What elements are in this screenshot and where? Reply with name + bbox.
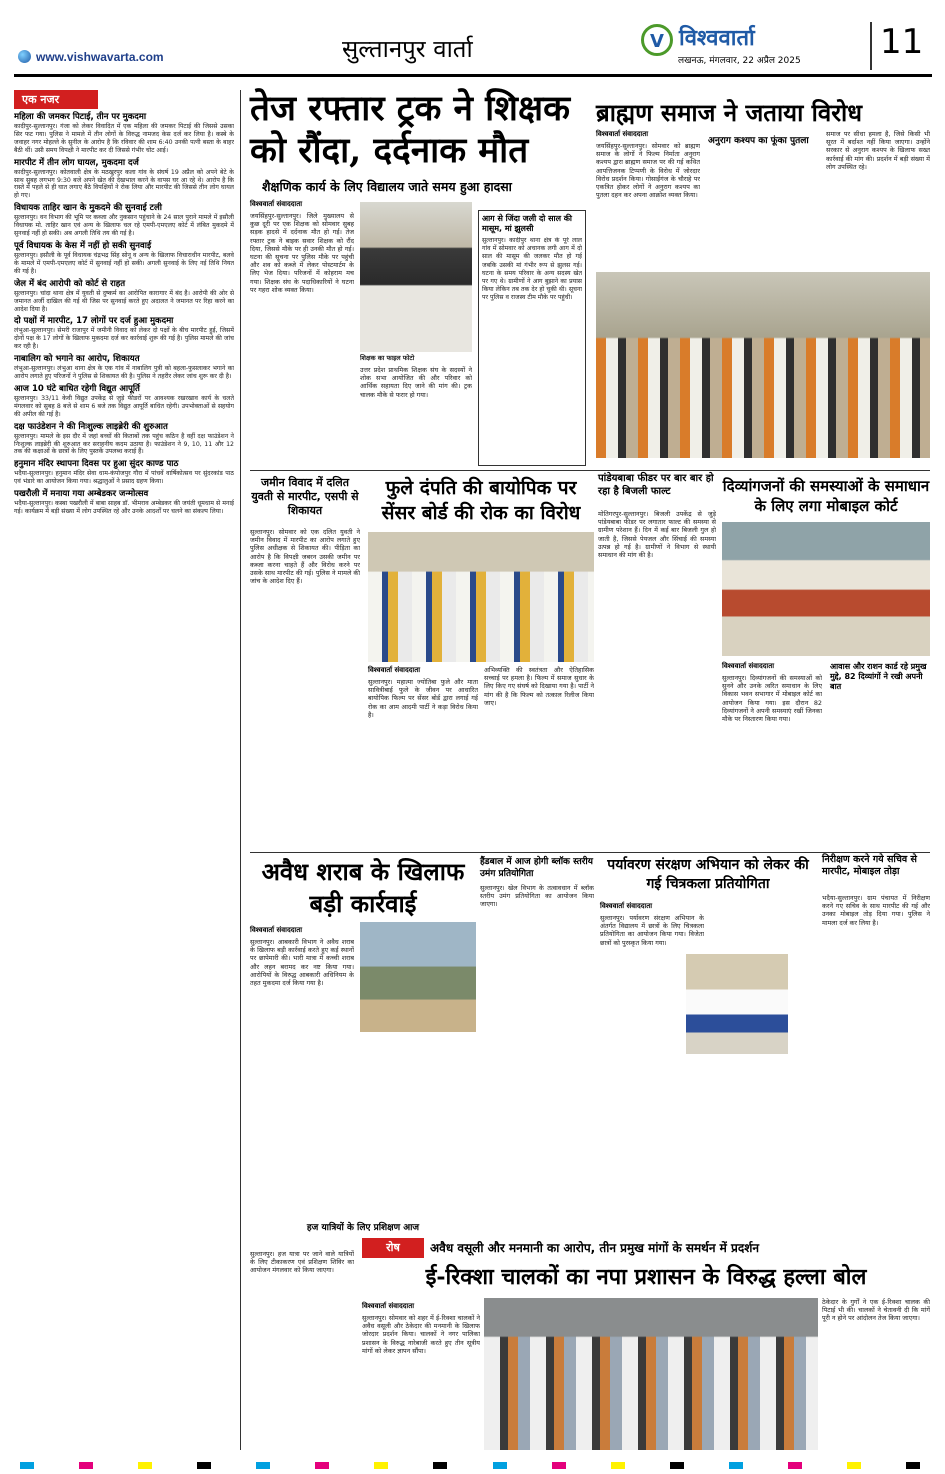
rosh-headline: ई-रिक्शा चालकों का नपा प्रशासन के विरुद्ध हल्ला बोल xyxy=(425,1264,867,1290)
brief-body: भदैया-सुल्तानपुर। हनुमान मंदिर सेवा धाम-कंपोजपुर गौरा में पांचवें वार्षिकोत्सव पर सुंदरकांड पाठ एवं भंडारे का आयोजन किया गया। श्रद्धालुओं ने प्रसाद ग्रहण किया। xyxy=(14,470,234,486)
phule-protest-photo xyxy=(368,532,594,662)
brahmin-inset-text: अनुराग कश्यप का फूंका पुतला xyxy=(708,136,809,146)
lead-byline: विश्ववार्ता संवाददाता xyxy=(250,200,303,208)
nirikshan-body: भदैया-सुल्तानपुर। ग्राम पंचायत में निरीक्षण करने गए सचिव के साथ मारपीट की गई और उनका मोबाइल तोड़ दिया गया। पुलिस ने मामला दर्ज कर लिया है। xyxy=(822,894,930,927)
brief-body: सुल्तानपुर। चांदा थाना क्षेत्र में युवती से दुष्कर्म का आरोपित कारागार में बंद है। आरोपी की ओर से जमानत अर्जी दाखिल की गई थी जिस पर सुनवाई करते हुए अदालत ने जमानत पर रिहा करने का आदेश दिया है। xyxy=(14,289,234,313)
haj-headline: हज यात्रियों के लिए प्रशिक्षण आज xyxy=(306,1223,420,1233)
fire-headline: आग से जिंदा जली दो साल की मासूम, मां झुलसी xyxy=(482,214,572,233)
brief-headline: नाबालिग को भगाने का आरोप, शिकायत xyxy=(14,354,140,365)
haj-body: सुल्तानपुर। हज यात्रा पर जाने वाले यात्रियों के लिए टीकाकरण एवं प्रशिक्षण शिविर का आयोजन मंगलवार को किया जाएगा। xyxy=(250,1250,354,1275)
block-headline: हैंडबाल में आज होगी ब्लॉक स्तरीय उमंग प्रतियोगिता xyxy=(480,857,593,879)
sharab-raid-photo xyxy=(360,922,476,1032)
phule-headline: फुले दंपति की बायोपिक पर सेंसर बोर्ड की रोक का विरोध xyxy=(381,477,581,524)
brief-body: सुल्तानपुर। 33/11 केवी विद्युत उपकेंद्र से जुड़े फीडरों पर आवश्यक रखरखाव कार्य के चलते मंगलवार को सुबह 8 बजे से शाम 6 बजे तक विद्युत आपूर्ति बाधित रहेगी। उपभोक्ताओं से सहयोग की अपील की गई है। xyxy=(14,394,234,418)
drawing-competition-photo xyxy=(686,954,788,1054)
globe-icon xyxy=(18,50,31,63)
fire-story-box xyxy=(478,210,586,466)
brief-headline: दक्ष फाउंडेशन ने की निःशुल्क लाइब्रेरी की शुरुआत xyxy=(14,421,168,432)
divyang-byline: विश्ववार्ता संवाददाता xyxy=(722,662,775,670)
brahmin-body: जयसिंहपुर-सुल्तानपुर। सोमवार को ब्राह्मण समाज के लोगों ने फिल्म निर्माता अनुराग कश्यप द्वारा ब्राह्मण समाज पर की गई कथित आपत्तिजनक टिप्पणी के विरोध में जोरदार विरोध प्रदर्शन किया। गोसाईंगंज के चौराहे पर एकत्रित होकर लोगों ने अनुराग कश्यप का पुतला दहन कर अपना आक्रोश व्यक्त किया। xyxy=(596,142,700,200)
lead-body: जयसिंहपुर-सुल्तानपुर। जिले मुख्यालय से कुछ दूरी पर एक शिक्षक को सोमवार सुबह सड़क हादसे में दर्दनाक मौत हो गई। तेज रफ्तार ट्रक ने बाइक सवार शिक्षक को रौंद दिया, जिससे मौके पर ही उनकी मौत हो गई। घटना की सूचना पर पुलिस मौके पर पहुंची और शव को कब्जे में लेकर पोस्टमार्टम के लिए भेज दिया। परिजनों में कोहराम मच गया। शिक्षक संघ के पदाधिकारियों ने घटना पर गहरा शोक व्यक्त किया। xyxy=(250,212,354,294)
teacher-photo xyxy=(360,202,472,352)
sharab-headline: अवैध शराब के खिलाफ बड़ी कार्रवाई xyxy=(261,857,465,918)
ek-nazar-column xyxy=(14,90,234,1452)
brand-name: विश्ववार्ता xyxy=(679,25,755,51)
power-body: मोतिगरपुर-सुल्तानपुर। बिजली उपकेंद्र से जुड़े पांडेयबाबा फीडर पर लगातार फाल्ट की समस्या से ग्रामीण परेशान हैं। दिन में कई बार बिजली गुल हो जाती है, जिससे पेयजल और सिंचाई की समस्या उत्पन्न हो गई है। ग्रामीणों ने विभाग से स्थायी समाधान की मांग की है। xyxy=(598,510,716,560)
lead-headline: तेज रफ्तार ट्रक ने शिक्षक को रौंदा, दर्दनाक मौत xyxy=(250,88,570,171)
header xyxy=(0,0,945,78)
brahmin-protest-photo xyxy=(596,272,930,458)
brief-headline: हनुमान मंदिर स्थापना दिवस पर हुआ सुंदर काण्ड पाठ xyxy=(14,459,179,470)
rosh-byline: विश्ववार्ता संवाददाता xyxy=(362,1302,415,1310)
brief-body: लंभुआ-सुल्तानपुर। सेमरी राजापुर में जमीनी विवाद को लेकर दो पक्षों के बीच मारपीट हुई, जिसमें दोनों पक्ष के 17 लोगों के खिलाफ मुकदमा दर्ज कर कार्रवाई शुरू की गई है। पुलिस मामले की जांच कर रही है। xyxy=(14,327,234,351)
brahmin-inset xyxy=(708,136,818,147)
phule-byline: विश्ववार्ता संवाददाता xyxy=(368,666,421,674)
brief-headline: दो पक्षों में मारपीट, 17 लोगों पर दर्ज हुआ मुकदमा xyxy=(14,316,174,327)
fire-body: सुल्तानपुर। कादीपुर थाना क्षेत्र के पूरे लाल गांव में सोमवार को अचानक लगी आग में दो साल की मासूम की जलकर मौत हो गई जबकि उसकी मां गंभीर रूप से झुलस गई। घटना के समय परिवार के अन्य सदस्य खेत पर गए थे। ग्रामीणों ने आग बुझाने का प्रयास किया लेकिन तब तक देर हो चुकी थी। सूचना पर पुलिस व राजस्व टीम मौके पर पहुंची। xyxy=(482,237,582,302)
brief-headline: मारपीट में तीन लोग घायल, मुकदमा दर्ज xyxy=(14,157,139,168)
brief-body: सुल्तानपुर। मामले के इस दौर में जहां बच्चों की किताबों तक पहुंच कठिन है वहीं दक्ष फाउंडेशन ने निःशुल्क लाइब्रेरी की शुरुआत कर सराहनीय कदम उठाया है। फाउंडेशन ने 9, 10, 11 और 12 तक की कक्षाओं के छात्रों के लिए पुस्तकें उपलब्ध कराई हैं। xyxy=(14,432,234,456)
dalit-headline: जमीन विवाद में दलित युवती से मारपीट, एसपी से शिकायत xyxy=(251,476,359,517)
brief-headline: महिला की जमकर पिटाई, तीन पर मुकदमा xyxy=(14,112,147,122)
mobile-court-photo xyxy=(722,522,930,656)
brief-body: लंभुआ-सुल्तानपुर। लंभुआ थाना क्षेत्र के एक गांव में नाबालिग पुत्री को बहला-फुसलाकर भगाने का आरोप लगाते हुए परिजनों ने पुलिस से शिकायत की है। पुलिस ने तहरीर लेकर जांच शुरू कर दी है। xyxy=(14,365,234,381)
brief-body: भदैया-सुल्तानपुर। कस्बा पखरौली में बाबा साहब डॉ. भीमराव अम्बेडकर की जयंती धूमधाम से मनाई गई। कार्यक्रम में बड़ी संख्या में लोग उपस्थित रहे और उनके आदर्शों पर चलने का संकल्प लिया। xyxy=(14,500,234,516)
rosh-tag: रोष xyxy=(362,1238,424,1258)
brief-headline: आज 10 घंटे बाधित रहेगी विद्युत आपूर्ति xyxy=(14,383,140,394)
divyang-body: सुल्तानपुर। दिव्यांगजनों की समस्याओं को सुनने और उनके त्वरित समाधान के लिए विकास भवन सभागार में मोबाइल कोर्ट का आयोजन किया गया। इस दौरान 82 दिव्यांगजनों ने अपनी समस्याएं रखीं जिनका मौके पर निस्तारण किया गया। xyxy=(722,674,822,724)
teacher-photo-caption: शिक्षक का फाइल फोटो xyxy=(360,354,415,362)
brief-body: सुल्तानपुर। वन विभाग की भूमि पर कब्जा और नुकसान पहुंचाने के 24 साल पुराने मामले में इसौली विधायक मो. ताहिर खान एवं अन्य के खिलाफ चल रहे एमपी-एमएलए कोर्ट में लंबित मुकदमे में सुनवाई नहीं हो सकी। अब अगली तिथि तय की गई है। xyxy=(14,214,234,238)
print-color-bar xyxy=(20,1462,920,1469)
brief-headline: पखरौली में मनाया गया अम्बेडकर जन्मोत्सव xyxy=(14,489,149,500)
lead-subtitle: शैक्षणिक कार्य के लिए विद्यालय जाते समय हुआ हादसा xyxy=(262,179,512,194)
brief-headline: विधायक ताहिर खान के मुकदमे की सुनवाई टली xyxy=(14,203,162,214)
nirikshan-headline: निरीक्षण करने गये सचिव से मारपीट, मोबाइल तोड़ा xyxy=(822,854,917,877)
sharab-body: सुल्तानपुर। आबकारी विभाग ने अवैध शराब के खिलाफ बड़ी कार्रवाई करते हुए कई स्थानों पर छापेमारी की। भारी मात्रा में कच्ची शराब और लहन बरामद कर नष्ट किया गया। आरोपियों के विरुद्ध आबकारी अधिनियम के तहत मुकदमा दर्ज किया गया है। xyxy=(250,938,354,988)
brand-logo-icon: V xyxy=(641,24,673,56)
lead-body-2: उत्तर प्रदेश प्राथमिक शिक्षक संघ के सदस्यों ने शोक सभा आयोजित की और परिवार को आर्थिक सहायता दिए जाने की मांग की। ट्रक चालक मौके से फरार हो गया। xyxy=(360,366,472,399)
paryavaran-body: सुल्तानपुर। पर्यावरण संरक्षण अभियान के अंतर्गत विद्यालय में छात्रों के लिए चित्रकला प्रतियोगिता का आयोजन किया गया। विजेता छात्रों को पुरस्कृत किया गया। xyxy=(600,914,704,947)
rosh-body: सुल्तानपुर। सोमवार को शहर में ई-रिक्शा चालकों ने अवैध वसूली और ठेकेदार की मनमानी के खिलाफ जोरदार प्रदर्शन किया। चालकों ने नगर पालिका प्रशासन के विरुद्ध नारेबाजी करते हुए तीन सूत्रीय मांगों को लेकर ज्ञापन सौंपा। xyxy=(362,1314,480,1355)
divyang-headline: दिव्यांगजनों की समस्याओं के समाधान के लिए लगा मोबाइल कोर्ट xyxy=(722,477,930,515)
phule-body: सुल्तानपुर। महात्मा ज्योतिबा फुले और माता सावित्रीबाई फुले के जीवन पर आधारित बायोपिक फिल्म पर सेंसर बोर्ड द्वारा लगाई गई रोक का आम आदमी पार्टी ने कड़ा विरोध किया है। xyxy=(368,678,478,719)
brahmin-body-2: समाज पर सीधा हमला है, जिसे किसी भी सूरत में बर्दाश्त नहीं किया जाएगा। उन्होंने सरकार से अनुराग कश्यप के खिलाफ सख्त कार्रवाई की मांग की। प्रदर्शन में बड़ी संख्या में लोग उपस्थित रहे। xyxy=(826,130,930,171)
brahmin-byline: विश्ववार्ता संवाददाता xyxy=(596,130,649,138)
sharab-byline: विश्ववार्ता संवाददाता xyxy=(250,926,303,934)
dateline: लखनऊ, मंगलवार, 22 अप्रैल 2025 xyxy=(678,56,801,66)
block-body: सुल्तानपुर। खेल विभाग के तत्वावधान में ब्लॉक स्तरीय उमंग प्रतियोगिता का आयोजन किया जाएगा। xyxy=(480,884,594,909)
paryavaran-byline: विश्ववार्ता संवाददाता xyxy=(600,902,653,910)
phule-body-2: अभिव्यक्ति की स्वतंत्रता और ऐतिहासिक सच्चाई पर हमला है। फिल्म में समाज सुधार के लिए किए गए संघर्ष को दिखाया गया है। पार्टी ने मांग की है कि फिल्म को तत्काल रिलीज किया जाए। xyxy=(484,666,594,707)
rosh-protest-photo xyxy=(484,1298,818,1450)
power-headline: पांडेयबाबा फीडर पर बार बार हो रहा है बिजली फाल्ट xyxy=(598,473,714,497)
ek-nazar-label: एक नजर xyxy=(14,90,98,109)
brief-body: कादीपुर-सुल्तानपुर। गंजा को लेकर विवादित में एक महिला की जमकर पिटाई की जिससे उसका सिर फट गया। पुलिस ने मामले में तीन लोगों के विरुद्ध नामजद केस दर्ज कर लिया है। कस्बे के जवाहर नगर मोहल्ले के सुनील के आरोप है कि रविवार की शाम 6:40 उनकी पत्नी बस्ता के बाहर बैठी थीं। उसी समय विपक्षी ने मारपीट कर दी जिससे गंभीर चोट आई। xyxy=(14,123,234,154)
divyang-inset: आवास और राशन कार्ड रहे प्रमुख मुद्दे, 82 दिव्यांगों ने रखी अपनी बात xyxy=(830,662,927,691)
rosh-body-2: ठेकेदार के गुर्गों ने एक ई-रिक्शा चालक की पिटाई भी की। चालकों ने चेतावनी दी कि मांगें पूरी न होने पर आंदोलन तेज किया जाएगा। xyxy=(822,1298,930,1323)
brahmin-headline: ब्राह्मण समाज ने जताया विरोध xyxy=(596,98,863,127)
brief-headline: पूर्व विधायक के केस में नहीं हो सकी सुनवाई xyxy=(14,240,152,251)
website-url[interactable]: www.vishwavarta.com xyxy=(36,50,164,64)
section-title: सुल्तानपुर वार्ता xyxy=(342,35,473,63)
rosh-kicker: अवैध वसूली और मनमानी का आरोप, तीन प्रमुख मांगों के समर्थन में प्रदर्शन xyxy=(430,1241,760,1255)
brief-headline: जेल में बंद आरोपी को कोर्ट से राहत xyxy=(14,278,126,289)
brief-body: सुल्तानपुर। इसौली के पूर्व विधायक चंद्रभद्र सिंह सोनू व अन्य के खिलाफ विचाराधीन मारपीट, बलवे के मामले में एमपी-एमएलए कोर्ट में सुनवाई नहीं हो सकी। अगली सुनवाई के लिए नई तिथि नियत की गई है। xyxy=(14,251,234,275)
dalit-body: सुल्तानपुर। सोमवार को एक दलित युवती ने जमीन विवाद में मारपीट का आरोप लगाते हुए पुलिस अधीक्षक से शिकायत की। पीड़िता का आरोप है कि विपक्षी जबरन उसकी जमीन पर कब्जा करना चाहते हैं और विरोध करने पर उसके साथ मारपीट की गई। पुलिस ने मामले की जांच के आदेश दिए हैं। xyxy=(250,528,360,586)
brief-body: कादीपुर-सुल्तानपुर। कोतवाली क्षेत्र के मठखुरपुर कला गांव के संघर्ष 19 अप्रैल को अपने बेटे के साथ सुबह लगभग 9:30 बजे अपने खेत की देखभाल करने के वापस घर आ रहे थे। आरोप है कि रास्ते में पहले से ही घात लगाए बैठे विपक्षियों ने रोक लिया और मारपीट की जिससे तीन लोग घायल हो गए। xyxy=(14,168,234,200)
paryavaran-headline: पर्यावरण संरक्षण अभियान को लेकर की गई चित्रकला प्रतियोगिता xyxy=(607,857,809,892)
page-number: 11 xyxy=(880,22,924,62)
